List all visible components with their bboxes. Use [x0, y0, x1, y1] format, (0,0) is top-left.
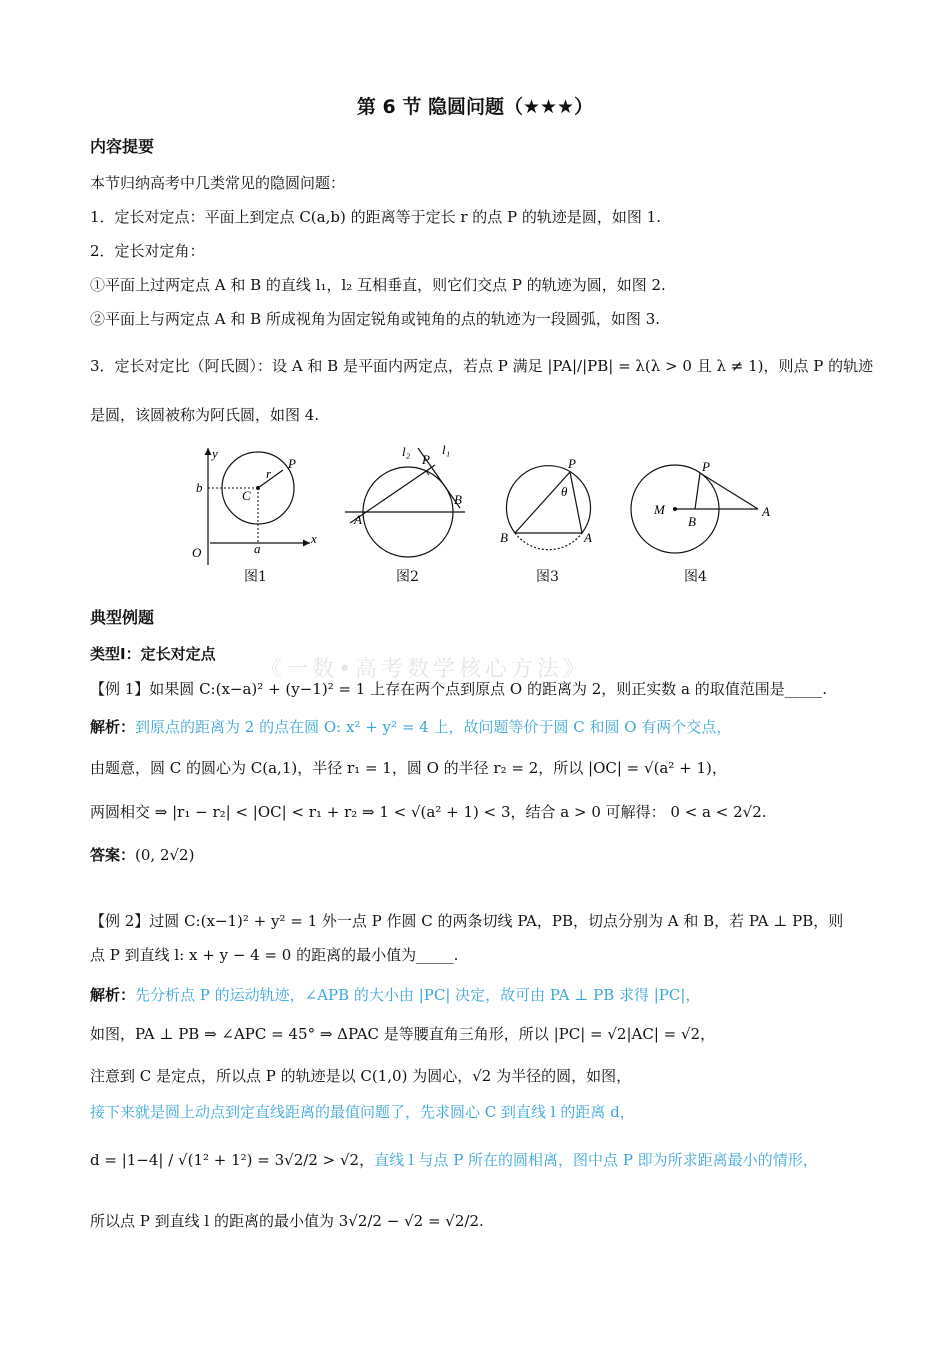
- line-pb: [695, 473, 700, 509]
- label-theta: θ: [561, 484, 568, 499]
- label-p: P: [422, 452, 430, 467]
- line-pa: [700, 473, 758, 509]
- example2-step4: [90, 1149, 860, 1171]
- arc-solid: [507, 466, 591, 533]
- line-bp: [515, 472, 570, 533]
- example1-analysis-text: 到原点的距离为 2 的点在圆 O: x² + y² = 4 上，故问题等价于圆 C 和圆 O 有两个交点，: [135, 718, 732, 736]
- caption-fig1: 图1: [244, 569, 267, 585]
- caption-fig2: 图2: [396, 569, 419, 585]
- label-a: A: [354, 512, 362, 527]
- label-o: O: [192, 545, 202, 560]
- figure-4: [631, 459, 770, 553]
- arc-dashed: [515, 533, 582, 550]
- intro-text: 本节归纳高考中几类常见的隐圆问题：: [90, 174, 346, 192]
- label-a: A: [584, 530, 592, 545]
- example2-step5: 所以点 P 到直线 l 的距离的最小值为 3√2/2 − √2 = √2/2.: [90, 1212, 484, 1230]
- label-b: B: [454, 492, 462, 507]
- label-p: P: [702, 459, 710, 474]
- label-b: b: [196, 480, 203, 495]
- caption-fig3: 图3: [536, 569, 559, 585]
- label-a: a: [254, 541, 261, 556]
- label-b: B: [500, 530, 508, 545]
- figure-3: [500, 456, 592, 550]
- example2-analysis: [90, 984, 860, 1006]
- example1-question: 【例 1】如果圆 C:(x−a)² + (y−1)² = 1 上存在两个点到原点 O 的距离为 2，则正实数 a 的取值范围是_____.: [90, 680, 828, 698]
- label-r: r: [266, 466, 272, 481]
- label-b: B: [688, 514, 696, 529]
- example2-analysis-label: 解析：: [90, 986, 136, 1004]
- caption-fig4: 图4: [684, 569, 707, 585]
- center-dot: [256, 486, 260, 490]
- label-y: y: [212, 446, 218, 461]
- example2-step2: 注意到 C 是定点，所以点 P 的轨迹是以 C(1,0) 为圆心，√2 为半径的圆，如图，: [90, 1067, 632, 1085]
- figure-2: [345, 442, 465, 557]
- figure-1: [192, 446, 317, 565]
- label-l2: l₂: [402, 444, 411, 459]
- item-2: 2．定长对定角：: [90, 242, 205, 260]
- example1-analysis-label: 解析：: [90, 718, 136, 736]
- item-2a: ①平面上过两定点 A 和 B 的直线 l₁，l₂ 互相垂直，则它们交点 P 的轨迹为圆，如图 2.: [90, 276, 666, 294]
- example2-step1: 如图，PA ⊥ PB ⇒ ∠APC = 45° ⇒ ΔPAC 是等腰直角三角形，所以 |PC| = √2|AC| = √2，: [90, 1025, 716, 1043]
- label-l1: l₁: [442, 442, 451, 457]
- example1-analysis: [90, 716, 860, 738]
- example2-distance-formula: d = |1−4| / √(1² + 1²) = 3√2/2 > √2，: [90, 1151, 375, 1169]
- example1-answer: [90, 844, 860, 866]
- example1-step2: 两圆相交 ⇒ |r₁ − r₂| < |OC| < r₁ + r₂ ⇒ 1 < √(a² + 1) < 3，结合 a > 0 可解得： 0 < a < 2√2.: [90, 803, 767, 821]
- line-pa: [570, 472, 582, 533]
- label-m: M: [654, 502, 665, 517]
- example1-answer-label: 答案：: [90, 846, 136, 864]
- item-3b: 是圆，该圆被称为阿氏圆，如图 4.: [90, 406, 320, 424]
- example2-analysis-text: 先分析点 P 的运动轨迹，∠APB 的大小由 |PC| 决定，故可由 PA ⊥ PB 求得 |PC|，: [135, 986, 701, 1004]
- example1-answer-value: (0, 2√2): [135, 846, 195, 864]
- label-a: A: [762, 504, 770, 519]
- item-3: 3．定长对定比（阿氏圆）：设 A 和 B 是平面内两定点，若点 P 满足 |PA|/|PB| = λ(λ > 0 且 λ ≠ 1)，则点 P 的轨迹: [90, 357, 874, 375]
- item-2b: ②平面上与两定点 A 和 B 所成视角为固定锐角或钝角的点的轨迹为一段圆弧，如图 3.: [90, 310, 661, 328]
- examples-heading: 典型例题: [90, 608, 155, 627]
- label-p: P: [568, 456, 576, 471]
- page-title: 第 6 节 隐圆问题（★★★）: [356, 96, 594, 118]
- example2-question-line2: 点 P 到直线 l: x + y − 4 = 0 的距离的最小值为_____.: [90, 946, 459, 964]
- example2-step4-note: 直线 l 与点 P 所在的圆相离，图中点 P 即为所求距离最小的情形，: [374, 1151, 818, 1169]
- example1-step1: 由题意，圆 C 的圆心为 C(a,1)，半径 r₁ = 1，圆 O 的半径 r₂ = 2，所以 |OC| = √(a² + 1)，: [90, 759, 727, 777]
- example2-question: 【例 2】过圆 C:(x−1)² + y² = 1 外一点 P 作圆 C 的两条切线 PA，PB，切点分别为 A 和 B，若 PA ⊥ PB，则: [90, 912, 844, 930]
- label-p: P: [288, 456, 296, 471]
- label-c: C: [242, 488, 251, 503]
- label-x: x: [311, 531, 317, 546]
- example2-step3: 接下来就是圆上动点到定直线距离的最值问题了，先求圆心 C 到直线 l 的距离 d，: [90, 1103, 635, 1121]
- content-heading: 内容提要: [90, 137, 155, 156]
- type-1-heading: 类型Ⅰ：定长对定点: [90, 645, 216, 663]
- item-1: 1．定长对定点：平面上到定点 C(a,b) 的距离等于定长 r 的点 P 的轨迹是圆，如图 1.: [90, 208, 661, 226]
- watermark: 《一数•高考数学核心方法》: [260, 657, 589, 682]
